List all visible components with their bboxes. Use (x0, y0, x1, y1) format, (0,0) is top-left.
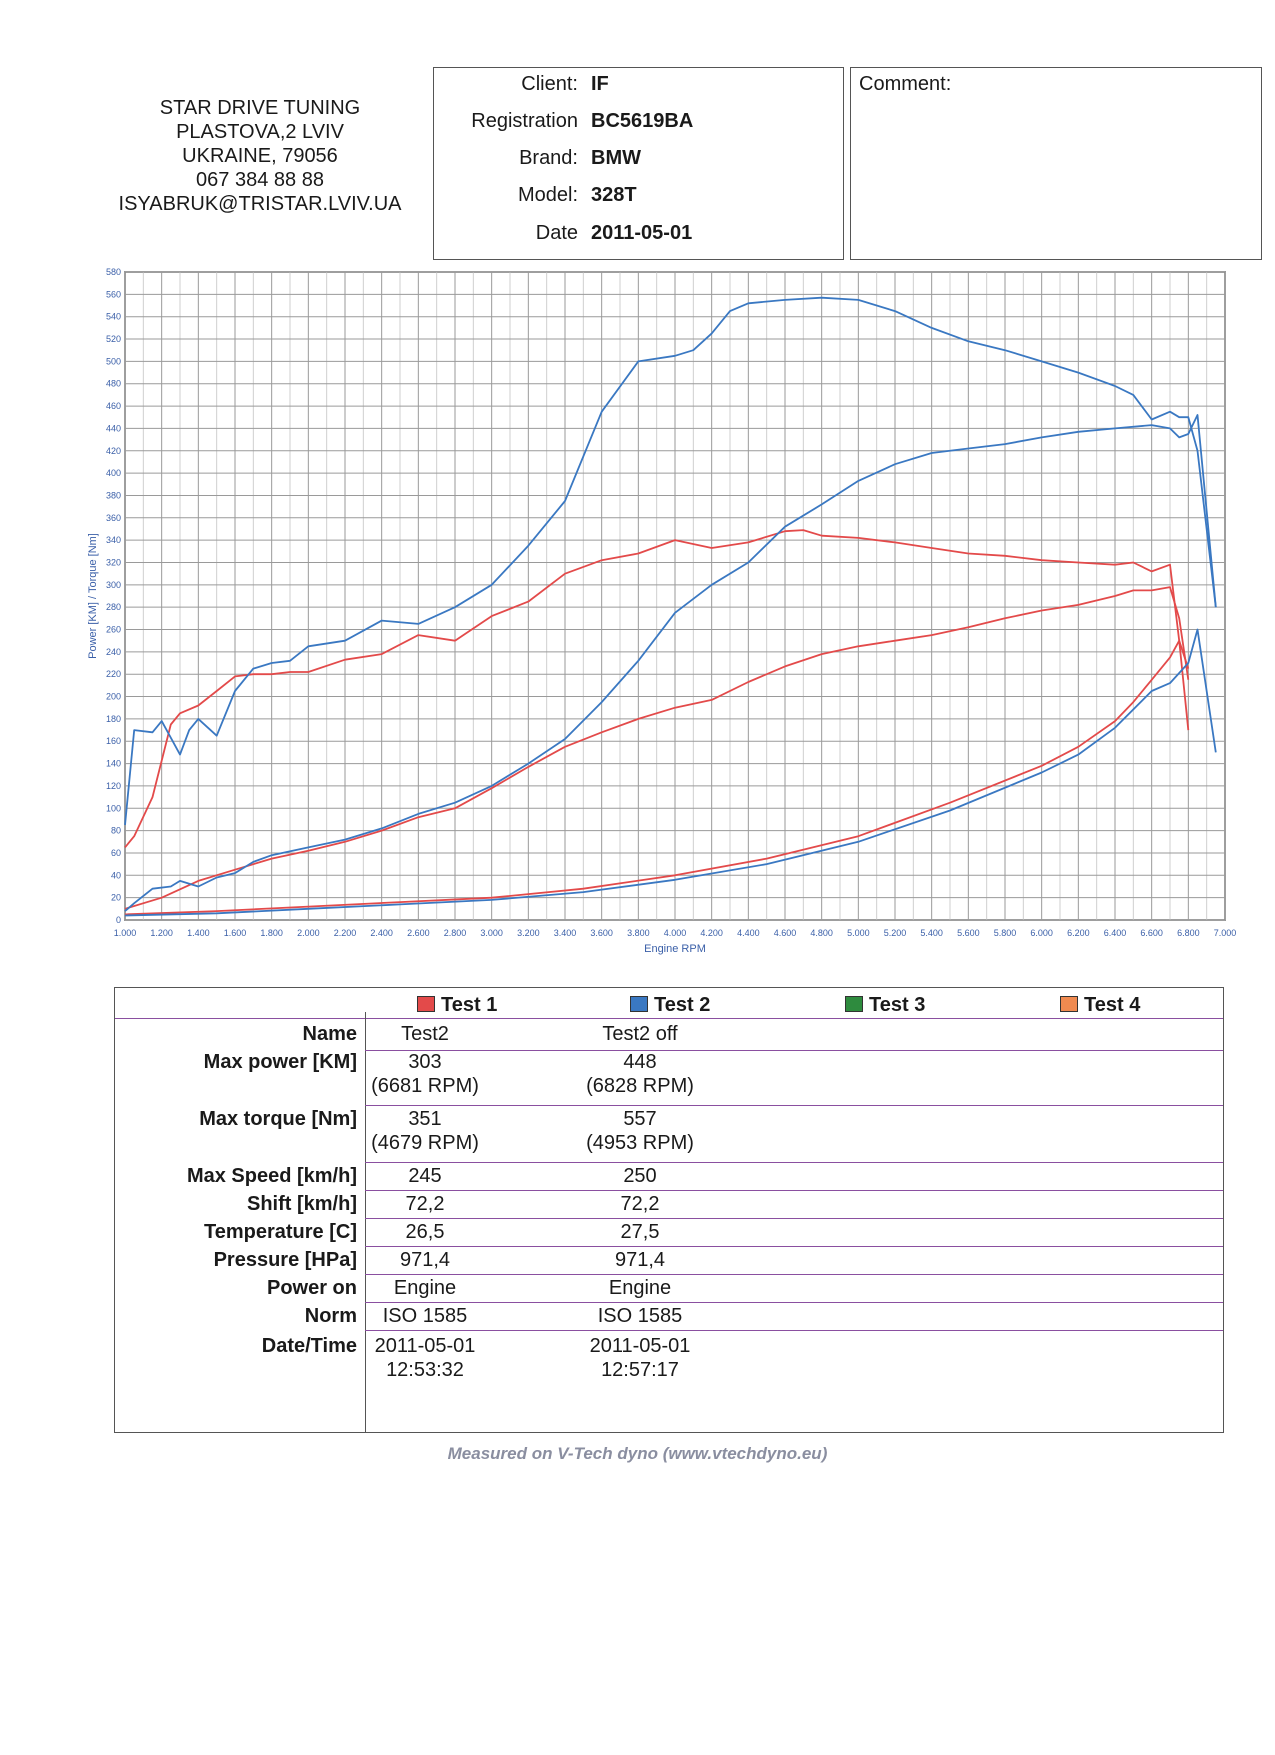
row-label: Max Speed [km/h] (186, 1165, 357, 1187)
x-tick-label: 5.600 (957, 928, 980, 938)
x-tick-label: 2.800 (443, 928, 467, 938)
row-label: Temperature [C] (204, 1221, 357, 1243)
model-row (434, 184, 843, 220)
y-tick-label: 420 (105, 445, 121, 456)
x-tick-label: 6.800 (1177, 928, 1200, 938)
y-tick-label: 400 (105, 468, 121, 479)
legend-swatch (845, 996, 863, 1012)
y-tick-label: 60 (110, 847, 121, 858)
x-tick-label: 6.400 (1103, 928, 1127, 938)
x-tick-label: 4.400 (737, 928, 760, 938)
y-tick-label: 580 (105, 267, 121, 277)
x-tick-label: 3.000 (480, 928, 503, 938)
y-tick-label: 560 (105, 289, 121, 300)
test-1-value: 26,5 (405, 1221, 445, 1243)
legend-test-4 (1060, 994, 1140, 1017)
y-tick-label: 500 (105, 356, 121, 367)
y-tick-label: 440 (105, 423, 121, 434)
test-1-value: 971,4 (399, 1249, 451, 1271)
x-tick-label: 3.400 (553, 928, 577, 938)
client-value: IF (591, 73, 609, 95)
comment-box (850, 67, 1262, 260)
x-tick-label: 5.400 (920, 928, 943, 938)
test-1-value: 72,2 (405, 1193, 445, 1215)
model-label: Model: (517, 184, 578, 206)
x-tick-label: 6.600 (1140, 928, 1163, 938)
x-tick-label: 1.400 (187, 928, 210, 938)
y-tick-label: 200 (105, 691, 121, 702)
test-1-value: 351 (4679 RPM) (371, 1108, 479, 1154)
brand-label: Brand: (519, 147, 578, 169)
y-tick-label: 520 (105, 334, 121, 345)
y-tick-label: 260 (105, 624, 121, 635)
results-table (114, 987, 1224, 1433)
brand-row (434, 147, 843, 183)
row-label: Name (302, 1023, 357, 1045)
footer-note: Measured on V-Tech dyno (www.vtechdyno.eu) (447, 1444, 828, 1463)
brand-value: BMW (591, 147, 641, 169)
test-2-value: Test2 off (602, 1023, 678, 1045)
row-divider (365, 1302, 1223, 1303)
y-tick-label: 220 (105, 669, 121, 680)
x-tick-label: 6.000 (1030, 928, 1053, 938)
test-2-value: 971,4 (614, 1249, 666, 1271)
legend-label: Test 3 (869, 994, 926, 1016)
x-tick-label: 4.000 (663, 928, 687, 938)
x-tick-label: 1.000 (113, 928, 137, 938)
company-line: UKRAINE, 79056 (182, 145, 338, 167)
test-2-value: 250 (623, 1165, 657, 1187)
company-info (95, 96, 425, 216)
test-2-value: 27,5 (620, 1221, 660, 1243)
y-tick-label: 160 (105, 736, 121, 747)
y-tick-label: 380 (105, 490, 121, 501)
x-axis-label: Engine RPM (644, 943, 706, 955)
x-tick-label: 2.600 (407, 928, 430, 938)
date-label: Date (535, 222, 578, 244)
legend-swatch (417, 996, 435, 1012)
test-1-value: 2011-05-01 12:53:32 (374, 1335, 476, 1381)
test-2-value: Engine (608, 1277, 672, 1299)
y-tick-label: 140 (105, 758, 121, 769)
x-tick-label: 4.800 (810, 928, 833, 938)
test-2-value: 2011-05-01 12:57:17 (589, 1335, 691, 1381)
legend-test-1 (417, 994, 497, 1017)
row-label: Shift [km/h] (247, 1193, 357, 1215)
row-label: Norm (304, 1305, 357, 1327)
chart-svg (82, 267, 1237, 958)
y-axis-label: Power [KM] / Torque [Nm] (87, 533, 99, 659)
registration-value: BC5619BA (591, 110, 694, 132)
y-tick-label: 540 (105, 311, 121, 322)
client-row (434, 73, 843, 109)
vehicle-info-box (433, 67, 844, 260)
client-label: Client: (521, 73, 578, 95)
x-tick-label: 7.000 (1213, 928, 1237, 938)
y-tick-label: 0 (115, 915, 121, 925)
registration-label: Registration (471, 110, 578, 132)
x-tick-label: 2.000 (297, 928, 320, 938)
y-tick-label: 180 (105, 713, 121, 724)
date-value: 2011-05-01 (591, 222, 693, 244)
x-tick-label: 1.800 (260, 928, 283, 938)
test-1-value: 303 (6681 RPM) (371, 1051, 479, 1097)
registration-row (434, 110, 843, 146)
legend-swatch (630, 996, 648, 1012)
company-line: 067 384 88 88 (196, 169, 324, 191)
legend-label: Test 4 (1084, 994, 1141, 1016)
x-tick-label: 1.200 (150, 928, 173, 938)
row-label: Max torque [Nm] (199, 1108, 357, 1130)
x-tick-label: 5.200 (883, 928, 907, 938)
row-label: Date/Time (261, 1335, 357, 1357)
x-tick-label: 3.600 (590, 928, 613, 938)
legend-label: Test 1 (441, 994, 498, 1016)
company-line: ISYABRUK@TRISTAR.LVIV.UA (118, 193, 402, 215)
y-tick-label: 320 (105, 557, 121, 568)
test-1-value: ISO 1585 (382, 1305, 468, 1327)
model-value: 328T (591, 184, 637, 206)
y-tick-label: 40 (110, 870, 121, 881)
divider (115, 1018, 1223, 1019)
y-tick-label: 80 (110, 825, 121, 836)
x-tick-label: 3.800 (627, 928, 650, 938)
y-tick-label: 120 (105, 780, 121, 791)
test-1-value: Engine (393, 1277, 457, 1299)
company-line: PLASTOVA,2 LVIV (176, 121, 344, 143)
y-tick-label: 20 (110, 892, 121, 903)
row-divider (365, 1190, 1223, 1191)
y-tick-label: 340 (105, 535, 121, 546)
test-2-value: 557 (4953 RPM) (586, 1108, 694, 1154)
y-tick-label: 240 (105, 646, 121, 657)
x-tick-label: 6.200 (1067, 928, 1090, 938)
test-2-value: 72,2 (620, 1193, 660, 1215)
test-2-value: ISO 1585 (597, 1305, 683, 1327)
dyno-chart (82, 267, 1237, 958)
y-tick-label: 360 (105, 512, 121, 523)
row-divider (365, 1162, 1223, 1163)
x-tick-label: 5.800 (993, 928, 1017, 938)
company-line: STAR DRIVE TUNING (159, 97, 361, 119)
date-row (434, 222, 843, 258)
row-label: Power on (266, 1277, 357, 1299)
test-1-value: 245 (408, 1165, 442, 1187)
legend-swatch (1060, 996, 1078, 1012)
row-label: Max power [KM] (203, 1051, 357, 1073)
x-tick-label: 4.200 (700, 928, 723, 938)
x-tick-label: 4.600 (773, 928, 797, 938)
legend-test-3 (845, 994, 925, 1017)
x-tick-label: 2.200 (333, 928, 357, 938)
y-tick-label: 480 (105, 378, 121, 389)
y-tick-label: 280 (105, 602, 121, 613)
x-tick-label: 1.600 (223, 928, 247, 938)
comment-label: Comment: (859, 73, 952, 95)
y-tick-label: 460 (105, 401, 121, 412)
x-tick-label: 5.000 (847, 928, 870, 938)
x-tick-label: 3.200 (517, 928, 540, 938)
y-tick-label: 300 (105, 579, 121, 590)
row-divider (365, 1330, 1223, 1331)
row-divider (365, 1105, 1223, 1106)
test-2-value: 448 (6828 RPM) (586, 1051, 694, 1097)
x-tick-label: 2.400 (370, 928, 393, 938)
row-divider (365, 1246, 1223, 1247)
legend-test-2 (630, 994, 710, 1017)
legend-label: Test 2 (654, 994, 711, 1016)
test-1-value: Test2 (401, 1023, 449, 1045)
row-divider (365, 1274, 1223, 1275)
row-divider (365, 1218, 1223, 1219)
y-tick-label: 100 (105, 803, 121, 814)
row-label: Pressure [HPa] (213, 1249, 357, 1271)
